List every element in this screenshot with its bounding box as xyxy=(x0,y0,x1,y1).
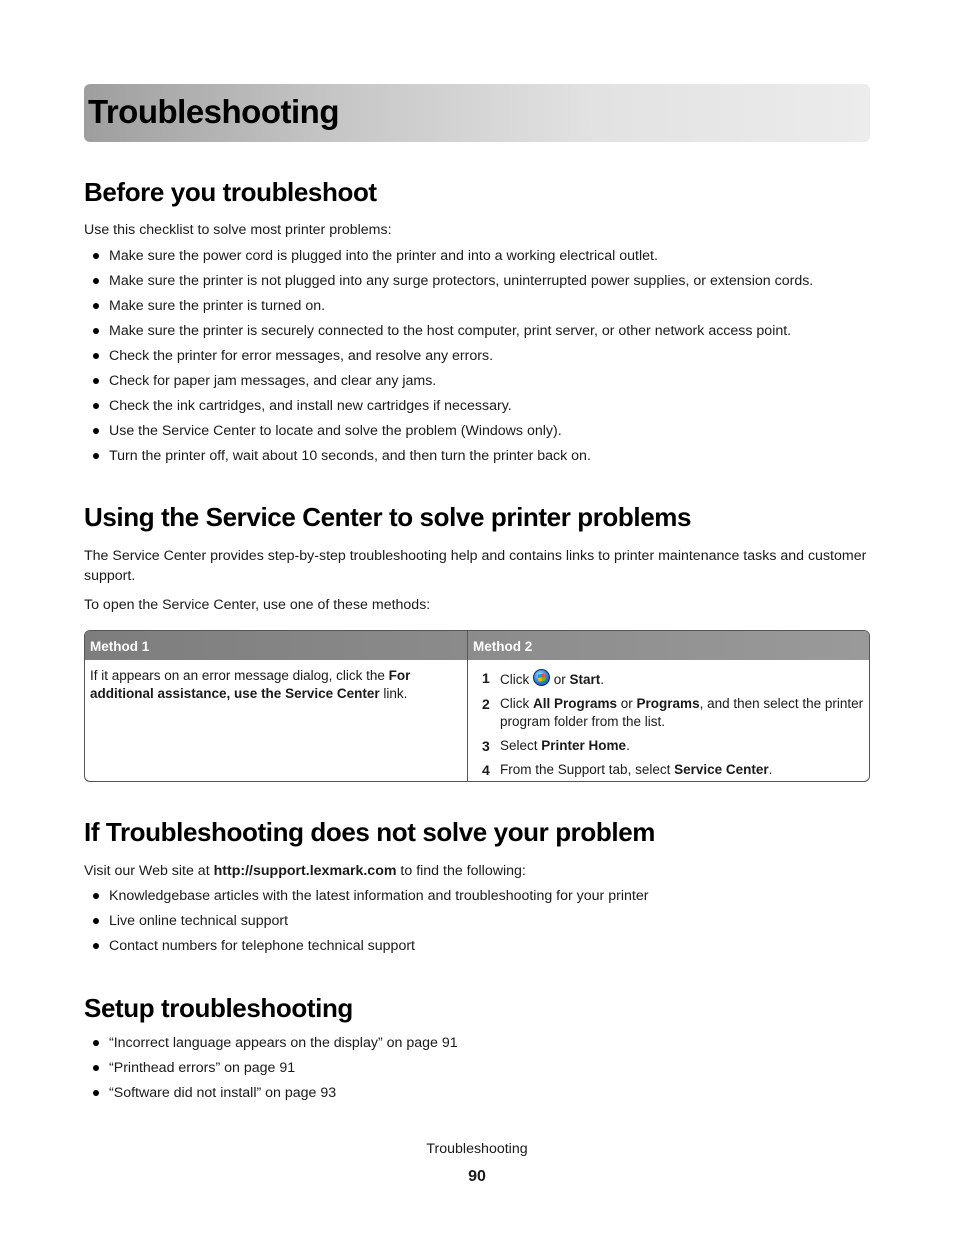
column-divider xyxy=(467,631,468,781)
list-item: Turn the printer off, wait about 10 seconds, and then turn the printer back on. xyxy=(84,446,884,471)
list-item-link[interactable]: “Incorrect language appears on the display” on page 91 xyxy=(84,1033,884,1058)
website-intro: Visit our Web site at http://support.lexmark.com to find the following: xyxy=(84,863,526,879)
footer-section-label: Troubleshooting xyxy=(426,1141,528,1157)
step-4: 4 From the Support tab, select Service Center. xyxy=(482,762,773,778)
column-header-method-1: Method 1 xyxy=(90,639,150,654)
step-2: 2 Click All Programs or Programs, and then select the printer program folder from the list. xyxy=(482,696,864,729)
windows-start-orb-icon xyxy=(533,669,550,686)
list-item: Make sure the printer is not plugged into any surge protectors, uninterrupted power supplies, or extension cords. xyxy=(84,271,884,296)
list-item: Make sure the printer is securely connected to the host computer, print server, or other network access point. xyxy=(84,321,884,346)
step-number: 1 xyxy=(482,670,490,686)
step-3: 3 Select Printer Home. xyxy=(482,738,630,754)
support-url-link[interactable]: http://support.lexmark.com xyxy=(213,863,397,879)
list-item-link[interactable]: “Printhead errors” on page 91 xyxy=(84,1058,884,1083)
step-1: 1 Click or Start. xyxy=(482,670,605,687)
footer-page-number: 90 xyxy=(468,1168,486,1185)
table-header-row xyxy=(85,631,869,660)
list-item: Check the ink cartridges, and install new cartridges if necessary. xyxy=(84,396,884,421)
service-center-description: The Service Center provides step-by-step troubleshooting help and contains links to printer maintenance tasks and customer support. xyxy=(84,548,867,584)
method-2-cell xyxy=(482,669,867,782)
list-item: Use the Service Center to locate and solve the problem (Windows only). xyxy=(84,421,884,446)
list-item: Check for paper jam messages, and clear any jams. xyxy=(84,371,884,396)
method-1-cell: If it appears on an error message dialog, click the For additional assistance, use the Service Center link. xyxy=(90,668,411,701)
checklist xyxy=(84,246,884,471)
heading-not-solved: If Troubleshooting does not solve your problem xyxy=(84,817,655,847)
heading-before-you-troubleshoot: Before you troubleshoot xyxy=(84,177,377,207)
list-item: Check the printer for error messages, and resolve any errors. xyxy=(84,346,884,371)
list-item: Live online technical support xyxy=(84,911,884,936)
heading-setup-troubleshooting: Setup troubleshooting xyxy=(84,993,353,1023)
column-header-method-2: Method 2 xyxy=(473,639,533,654)
methods-table xyxy=(84,630,870,782)
list-item: Make sure the printer is turned on. xyxy=(84,296,884,321)
step-number: 4 xyxy=(482,762,490,778)
checklist-intro: Use this checklist to solve most printer problems: xyxy=(84,222,392,238)
heading-service-center: Using the Service Center to solve printer problems xyxy=(84,502,692,532)
page-title-band xyxy=(84,84,870,142)
service-center-link-name: For additional assistance, use the Service Center xyxy=(90,668,411,701)
list-item: Knowledgebase articles with the latest information and troubleshooting for your printer xyxy=(84,886,884,911)
list-item: Contact numbers for telephone technical support xyxy=(84,936,884,961)
step-number: 2 xyxy=(482,696,490,712)
page-title: Troubleshooting xyxy=(88,93,339,130)
setup-topics-list xyxy=(84,1033,884,1108)
list-item: Make sure the power cord is plugged into the printer and into a working electrical outlet. xyxy=(84,246,884,271)
service-center-methods-intro: To open the Service Center, use one of these methods: xyxy=(84,597,431,613)
step-number: 3 xyxy=(482,738,490,754)
list-item-link[interactable]: “Software did not install” on page 93 xyxy=(84,1083,884,1108)
support-resources-list xyxy=(84,886,884,961)
